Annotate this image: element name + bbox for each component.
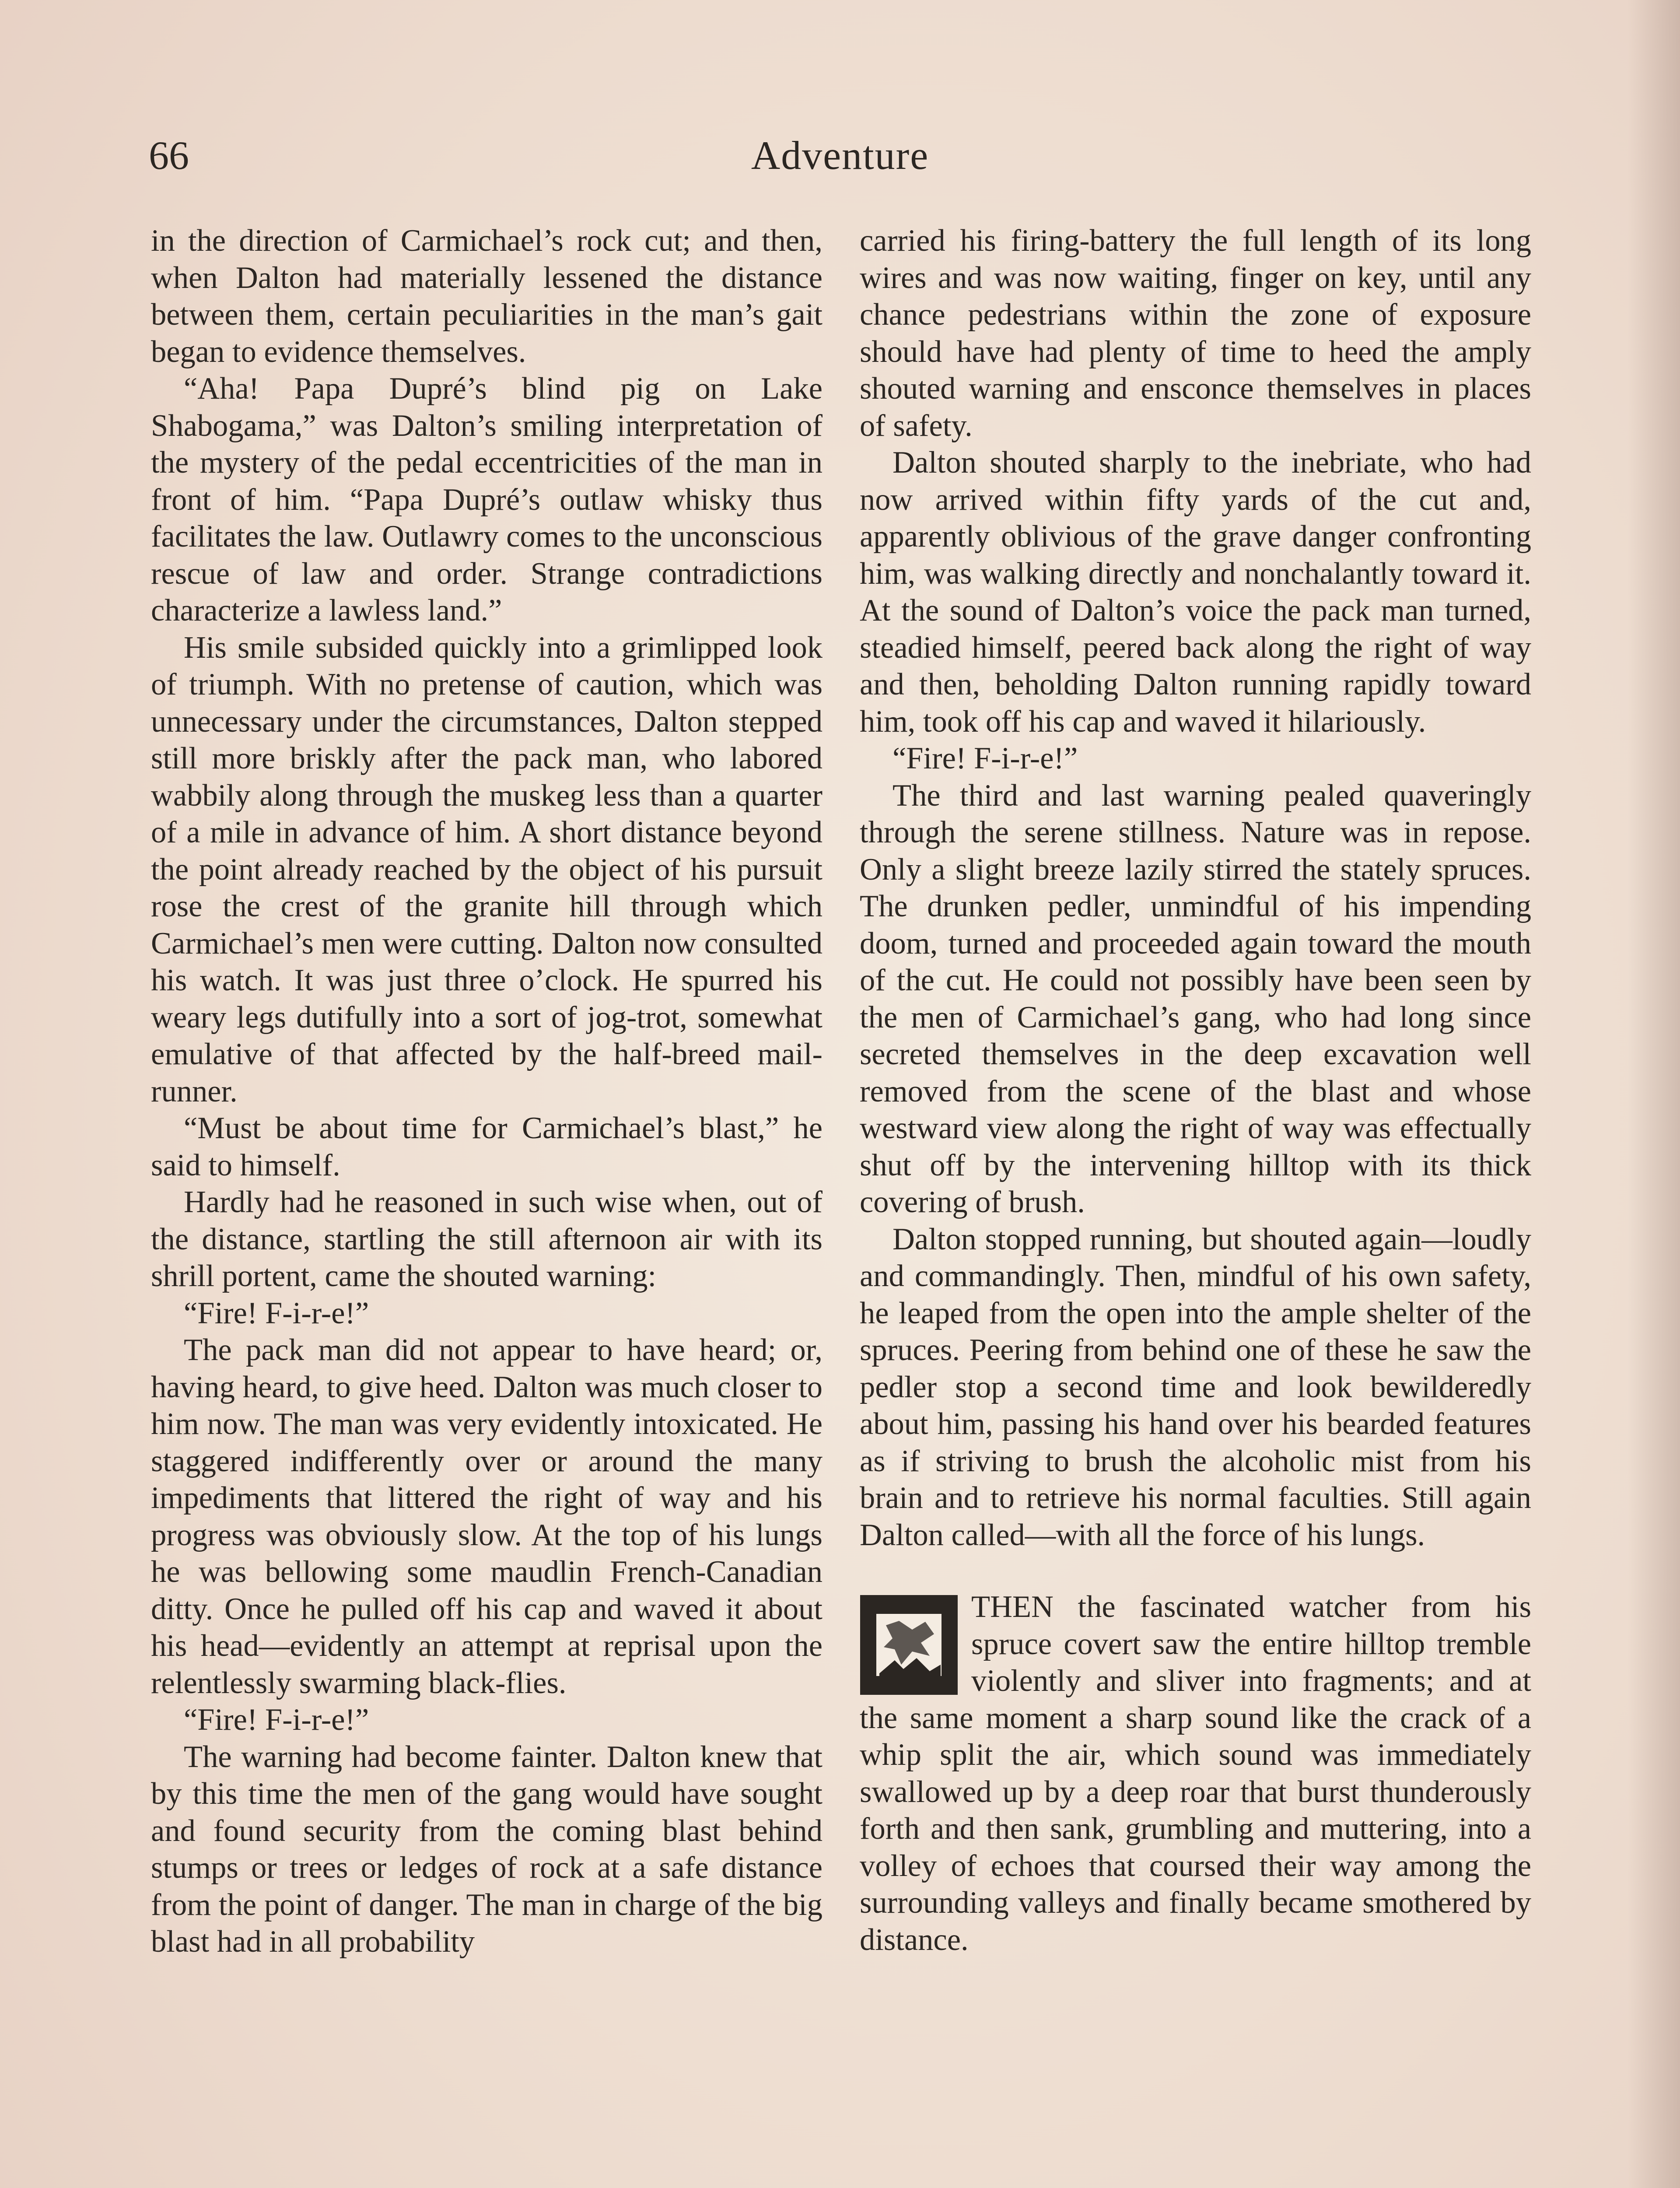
paragraph: “Must be about time for Carmichael’s blast,” he said to himself. — [151, 1111, 822, 1182]
running-title: Adventure — [751, 133, 929, 178]
paragraph: in the direction of Carmichael’s rock cut; and then, when Dalton had materially lessened the distance between them, certain peculiarities in the man’s gait began to evidence themselves. — [151, 224, 822, 369]
paragraph: “Aha! Papa Dupré’s blind pig on Lake Shabogama,” was Dalton’s smiling interpretation of the mystery of the pedal eccentricities of the man in front of him. “Papa Dupré’s outlaw whisky thus facilitates the law. Outlawry comes to the unconscious rescue of law and order. Strange contradictions characterize a lawless land.” — [151, 372, 822, 628]
dropcap-paragraph — [860, 1588, 1531, 1958]
decorative-initial-icon — [860, 1595, 958, 1695]
paragraph: “Fire! F-i-r-e!” — [184, 1296, 369, 1330]
paragraph: Dalton stopped running, but shouted again—loudly and commandingly. Then, mindful of his own safety, he leaped from the open into the ample shelter of the spruces. Peering from behind one of these he saw the pedler stop a second time and look bewilderedly about him, passing his hand over his bearded features as if striving to brush the alcoholic mist from his brain and to retrieve his normal faculties. Still again Dalton called—with all the force of his lungs. — [860, 1222, 1531, 1552]
paragraph: carried his firing-battery the full length of its long wires and was now waiting, finger on key, until any chance pedestrians within the zone of exposure should have had plenty of time to heed the amply shouted warning and ensconce themselves in places of safety. — [860, 224, 1531, 443]
paragraph: The warning had become fainter. Dalton knew that by this time the men of the gang would have sought and found security from the coming blast behind stumps or trees or ledges of rock at a safe distance from the point of danger. The man in charge of the big blast had in all probability — [151, 1739, 822, 1959]
left-column — [151, 222, 822, 1960]
page-header — [149, 131, 1531, 184]
paragraph: The pack man did not appear to have heard; or, having heard, to give heed. Dalton was much closer to him now. The man was very evidently intoxicated. He staggered indifferently over or around the many impediments that littered the right of way and his progress was obviously slow. At the top of his lungs he was bellowing some maudlin French-Canadian ditty. Once he pulled off his cap and waved it about his head—evidently an attempt at reprisal upon the relentlessly swarming black-flies. — [151, 1333, 822, 1700]
paragraph: Hardly had he reasoned in such wise when, out of the distance, startling the still afternoon air with its shrill portent, came the shouted warning: — [151, 1185, 822, 1293]
page-number: 66 — [149, 133, 189, 178]
right-column — [860, 222, 1531, 1958]
paragraph: “Fire! F-i-r-e!” — [892, 741, 1078, 775]
paragraph: THEN the fascinated watcher from his spruce covert saw the entire hilltop tremble violently and sliver into fragments; and at the same moment a sharp sound like the crack of a whip split the air, which sound was immediately swallowed up by a deep roar that burst thunderously forth and then sank, grumbling and muttering, into a volley of echoes that coursed their way among the surrounding valleys and finally became smothered by distance. — [860, 1590, 1531, 1957]
page-edge-shadow — [1628, 0, 1680, 2188]
section-gap — [860, 1553, 1531, 1588]
paragraph: His smile subsided quickly into a grimlipped look of triumph. With no pretense of caution, which was unnecessary under the circumstances, Dalton stepped still more briskly after the pack man, who labored wabbily along through the muskeg less than a quarter of a mile in advance of him. A short distance beyond the point already reached by the object of his pursuit rose the crest of the granite hill through which Carmichael’s men were cutting. Dalton now consulted his watch. It was just three o’clock. He spurred his weary legs dutifully into a sort of jog-trot, somewhat emulative of that affected by the half-breed mail-runner. — [151, 630, 822, 1108]
paragraph: “Fire! F-i-r-e!” — [184, 1703, 369, 1737]
paragraph: The third and last warning pealed quaveringly through the serene stillness. Nature was in repose. Only a slight breeze lazily stirred the stately spruces. The drunken pedler, unmindful of his impending doom, turned and proceeded again toward the mouth of the cut. He could not possibly have been seen by the men of Carmichael’s gang, who had long since secreted themselves in the deep excavation well removed from the scene of the blast and whose westward view along the right of way was effectually shut off by the intervening hilltop with its thick covering of brush. — [860, 778, 1531, 1219]
paragraph: Dalton shouted sharply to the inebriate, who had now arrived within fifty yards of the cut and, apparently oblivious of the grave danger confronting him, was walking directly and nonchalantly toward it. At the sound of Dalton’s voice the pack man turned, steadied himself, peered back along the right of way and then, beholding Dalton running rapidly toward him, took off his cap and waved it hilariously. — [860, 445, 1531, 739]
